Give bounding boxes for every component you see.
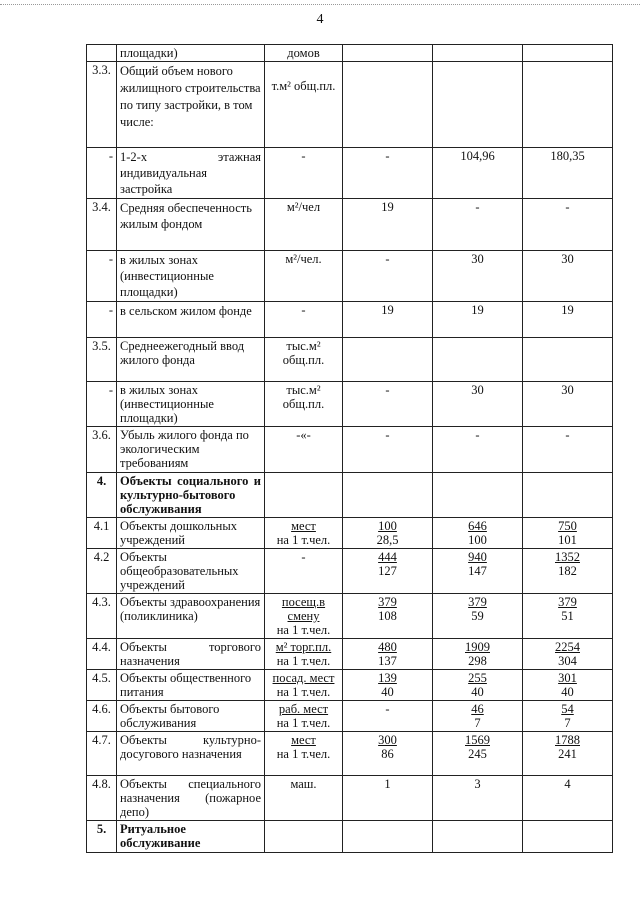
value-cell: 750 101 [523, 518, 613, 549]
value-cell [433, 338, 523, 382]
value-cell: 180,35 [523, 148, 613, 199]
row-name: Объекты культурно-досугового назначения [117, 732, 265, 776]
row-unit: тыс.м² общ.пл. [265, 382, 343, 427]
row-number: 4.5. [87, 670, 117, 701]
row-unit: раб. мест на 1 т.чел. [265, 701, 343, 732]
value-cell: 301 40 [523, 670, 613, 701]
row-unit: - [265, 148, 343, 199]
row-unit: тыс.м² общ.пл. [265, 338, 343, 382]
row-name: площадки) [117, 45, 265, 62]
row-name: Убыль жилого фонда по экологическим требованиям [117, 427, 265, 473]
row-name: в жилых зонах (инвестиционные площадки) [117, 251, 265, 302]
value-cell: 940 147 [433, 549, 523, 594]
value-cell: - [343, 251, 433, 302]
value-cell: 255 40 [433, 670, 523, 701]
table-row [87, 62, 613, 148]
table-row [87, 382, 613, 427]
value-cell [433, 473, 523, 518]
value-cell [343, 45, 433, 62]
row-unit: посад. мест на 1 т.чел. [265, 670, 343, 701]
section-title: Ритуальное обслуживание [117, 821, 265, 853]
value-cell: 1 [343, 776, 433, 821]
row-number: 3.5. [87, 338, 117, 382]
row-unit: домов [265, 45, 343, 62]
row-number: - [87, 302, 117, 338]
value-cell: 2254 304 [523, 639, 613, 670]
value-cell: 379 108 [343, 594, 433, 639]
row-name: Объекты здравоохранения (поликлиника) [117, 594, 265, 639]
value-cell: - [343, 427, 433, 473]
value-cell: 30 [433, 251, 523, 302]
row-name: в сельском жилом фонде [117, 302, 265, 338]
row-name: Объекты общественного питания [117, 670, 265, 701]
value-cell [523, 338, 613, 382]
row-unit [265, 473, 343, 518]
table-row [87, 427, 613, 473]
value-cell: 646 100 [433, 518, 523, 549]
value-cell: 19 [343, 199, 433, 251]
table-row [87, 821, 613, 853]
row-name: в жилых зонах (инвестиционные площадки) [117, 382, 265, 427]
table-row [87, 199, 613, 251]
value-cell: - [523, 199, 613, 251]
value-cell: 139 40 [343, 670, 433, 701]
row-number: - [87, 148, 117, 199]
value-cell: 1352 182 [523, 549, 613, 594]
value-cell [343, 473, 433, 518]
value-cell: - [433, 199, 523, 251]
table-row [87, 594, 613, 639]
value-cell: 30 [433, 382, 523, 427]
value-cell [523, 821, 613, 853]
value-cell: 19 [523, 302, 613, 338]
row-number: 3.4. [87, 199, 117, 251]
value-cell: 19 [343, 302, 433, 338]
row-number: 4.2 [87, 549, 117, 594]
row-unit [265, 821, 343, 853]
value-cell: 444 127 [343, 549, 433, 594]
row-name: Объекты торгового назначения [117, 639, 265, 670]
row-number: 4.1 [87, 518, 117, 549]
table-row [87, 776, 613, 821]
table-row [87, 701, 613, 732]
row-unit: - [265, 549, 343, 594]
row-name: Объекты специального назначения (пожарное депо) [117, 776, 265, 821]
table-row [87, 148, 613, 199]
value-cell [523, 473, 613, 518]
row-name: Общий объем нового жилищного строительства по типу застройки, в том числе: [117, 62, 265, 148]
table-row [87, 251, 613, 302]
table-row [87, 639, 613, 670]
row-unit: м²/чел [265, 199, 343, 251]
value-cell: 54 7 [523, 701, 613, 732]
value-cell: 104,96 [433, 148, 523, 199]
value-cell [343, 338, 433, 382]
value-cell: 379 51 [523, 594, 613, 639]
value-cell [433, 45, 523, 62]
value-cell [523, 62, 613, 148]
row-unit: мест на 1 т.чел. [265, 518, 343, 549]
row-name: Объекты бытового обслуживания [117, 701, 265, 732]
value-cell: 30 [523, 251, 613, 302]
row-number: 4.7. [87, 732, 117, 776]
value-cell [343, 821, 433, 853]
row-number: 3.3. [87, 62, 117, 148]
value-cell [433, 62, 523, 148]
value-cell: - [343, 382, 433, 427]
value-cell: 46 7 [433, 701, 523, 732]
table-row [87, 732, 613, 776]
row-number: - [87, 382, 117, 427]
row-number: 4.8. [87, 776, 117, 821]
value-cell: - [433, 427, 523, 473]
value-cell: 1569 245 [433, 732, 523, 776]
row-unit: мест на 1 т.чел. [265, 732, 343, 776]
value-cell: 300 86 [343, 732, 433, 776]
table-row [87, 473, 613, 518]
row-number: 4.3. [87, 594, 117, 639]
row-unit: маш. [265, 776, 343, 821]
table-row [87, 338, 613, 382]
page-top-border [0, 4, 640, 5]
row-unit: т.м² общ.пл. [265, 62, 343, 148]
value-cell: - [343, 701, 433, 732]
value-cell: 4 [523, 776, 613, 821]
value-cell: - [523, 427, 613, 473]
row-number: 4.6. [87, 701, 117, 732]
table-row [87, 670, 613, 701]
value-cell: 19 [433, 302, 523, 338]
value-cell: 1909 298 [433, 639, 523, 670]
row-name: 1-2-х этажная индивидуальная застройка [117, 148, 265, 199]
page-number: 4 [316, 12, 324, 27]
value-cell: 379 59 [433, 594, 523, 639]
value-cell: 1788 241 [523, 732, 613, 776]
row-number [87, 45, 117, 62]
table-row [87, 518, 613, 549]
section-title: Объекты социального и культурно-бытового обслуживания [117, 473, 265, 518]
value-cell: 480 137 [343, 639, 433, 670]
section-number: 5. [87, 821, 117, 853]
indicators-table [86, 44, 613, 853]
table-row [87, 302, 613, 338]
row-number: - [87, 251, 117, 302]
row-unit: посещ.в смену на 1 т.чел. [265, 594, 343, 639]
value-cell: 30 [523, 382, 613, 427]
value-cell [343, 62, 433, 148]
row-unit: м² торг.пл. на 1 т.чел. [265, 639, 343, 670]
value-cell: 100 28,5 [343, 518, 433, 549]
value-cell [523, 45, 613, 62]
table-row [87, 549, 613, 594]
value-cell: - [343, 148, 433, 199]
value-cell [433, 821, 523, 853]
row-name: Среднеежегодный ввод жилого фонда [117, 338, 265, 382]
row-name: Объекты общеобразовательных учреждений [117, 549, 265, 594]
row-name: Объекты дошкольных учреждений [117, 518, 265, 549]
row-unit: -«- [265, 427, 343, 473]
section-number: 4. [87, 473, 117, 518]
row-unit: м²/чел. [265, 251, 343, 302]
row-unit: - [265, 302, 343, 338]
row-number: 4.4. [87, 639, 117, 670]
table-row [87, 45, 613, 62]
row-name: Средняя обеспеченность жилым фондом [117, 199, 265, 251]
value-cell: 3 [433, 776, 523, 821]
row-number: 3.6. [87, 427, 117, 473]
